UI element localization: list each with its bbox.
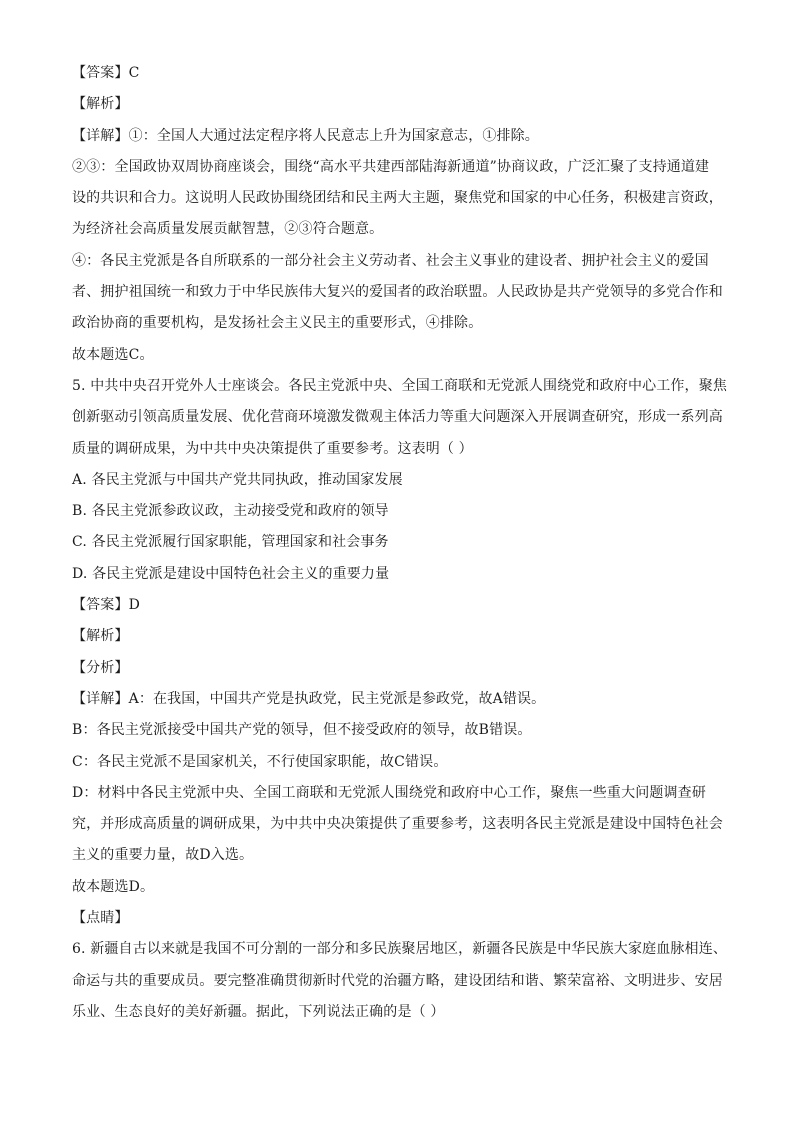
question-6-stem: 乐业、生态良好的美好新疆。据此，下列说法正确的是（ ）	[72, 1003, 445, 1020]
explanation-line: ④：各民主党派是各自所联系的一部分社会主义劳动者、社会主义事业的建设者、拥护社会主义的爱国	[72, 252, 709, 269]
dianjing-label: 【点睛】	[72, 910, 129, 927]
option-a: A. 各民主党派与中国共产党共同执政，推动国家发展	[72, 471, 403, 488]
analysis-label-q5: 【解析】	[72, 628, 129, 645]
explanation-line: ②③：全国政协双周协商座谈会，围绕“高水平共建西部陆海新通道”协商议政，广泛汇聚了支持通道建	[72, 158, 710, 175]
explanation-line: B：各民主党派接受中国共产党的领导，但不接受政府的领导，故B错误。	[72, 722, 532, 739]
document-page	[72, 58, 728, 1028]
option-b: B. 各民主党派参政议政，主动接受党和政府的领导	[72, 503, 389, 520]
answer-label-q4: 【答案】C	[72, 65, 140, 81]
explanation-line: 为经济社会高质量发展贡献智慧，②③符合题意。	[72, 221, 384, 238]
option-c: C. 各民主党派履行国家职能，管理国家和社会事务	[72, 534, 389, 551]
explanation-line: 【详解】①：全国人大通过法定程序将人民意志上升为国家意志，①排除。	[72, 127, 539, 144]
option-d: D. 各民主党派是建设中国特色社会主义的重要力量	[72, 565, 390, 582]
explanation-line: 主义的重要力量，故D入选。	[72, 847, 254, 864]
explanation-line: D：材料中各民主党派中央、全国工商联和无党派人围绕党和政府中心工作，聚焦一些重大问题调查研	[72, 784, 706, 801]
question-5-stem: 创新驱动引领高质量发展、优化营商环境激发微观主体活力等重大问题深入开展调查研究，形成一系列高	[72, 409, 723, 426]
explanation-line: C：各民主党派不是国家机关，不行使国家职能，故C错误。	[72, 753, 448, 770]
question-6-stem: 6. 新疆自古以来就是我国不可分割的一部分和多民族聚居地区，新疆各民族是中华民族大家庭血脉相连、	[72, 941, 728, 958]
conclusion-line: 故本题选D。	[72, 878, 155, 895]
question-5-stem: 质量的调研成果，为中共中央决策提供了重要参考。这表明（ ）	[72, 440, 473, 457]
explanation-line: 设的共识和合力。这说明人民政协围绕团结和民主两大主题，聚焦党和国家的中心任务，积极建言资政，	[72, 190, 723, 207]
question-5-stem: 5. 中共中央召开党外人士座谈会。各民主党派中央、全国工商联和无党派人围绕党和政府中心工作，聚焦	[72, 377, 728, 394]
explanation-line: 者、拥护祖国统一和致力于中华民族伟大复兴的爱国者的政治联盟。人民政协是共产党领导的多党合作和	[72, 284, 723, 301]
answer-label-q5: 【答案】D	[72, 597, 140, 614]
explanation-line: 究，并形成高质量的调研成果，为中共中央决策提供了重要参考，这表明各民主党派是建设中国特色社会	[72, 816, 723, 833]
conclusion-line: 故本题选C。	[72, 346, 154, 363]
explanation-line: 政治协商的重要机构，是发扬社会主义民主的重要形式，④排除。	[72, 315, 483, 332]
explanation-line: 【详解】A：在我国，中国共产党是执政党，民主党派是参政党，故A错误。	[72, 690, 546, 707]
fenxi-label: 【分析】	[72, 659, 129, 676]
analysis-label-q4: 【解析】	[72, 96, 129, 113]
question-6-stem: 命运与共的重要成员。要完整准确贯彻新时代党的治疆方略，建设团结和谐、繁荣富裕、文明进步、安居	[72, 972, 723, 989]
